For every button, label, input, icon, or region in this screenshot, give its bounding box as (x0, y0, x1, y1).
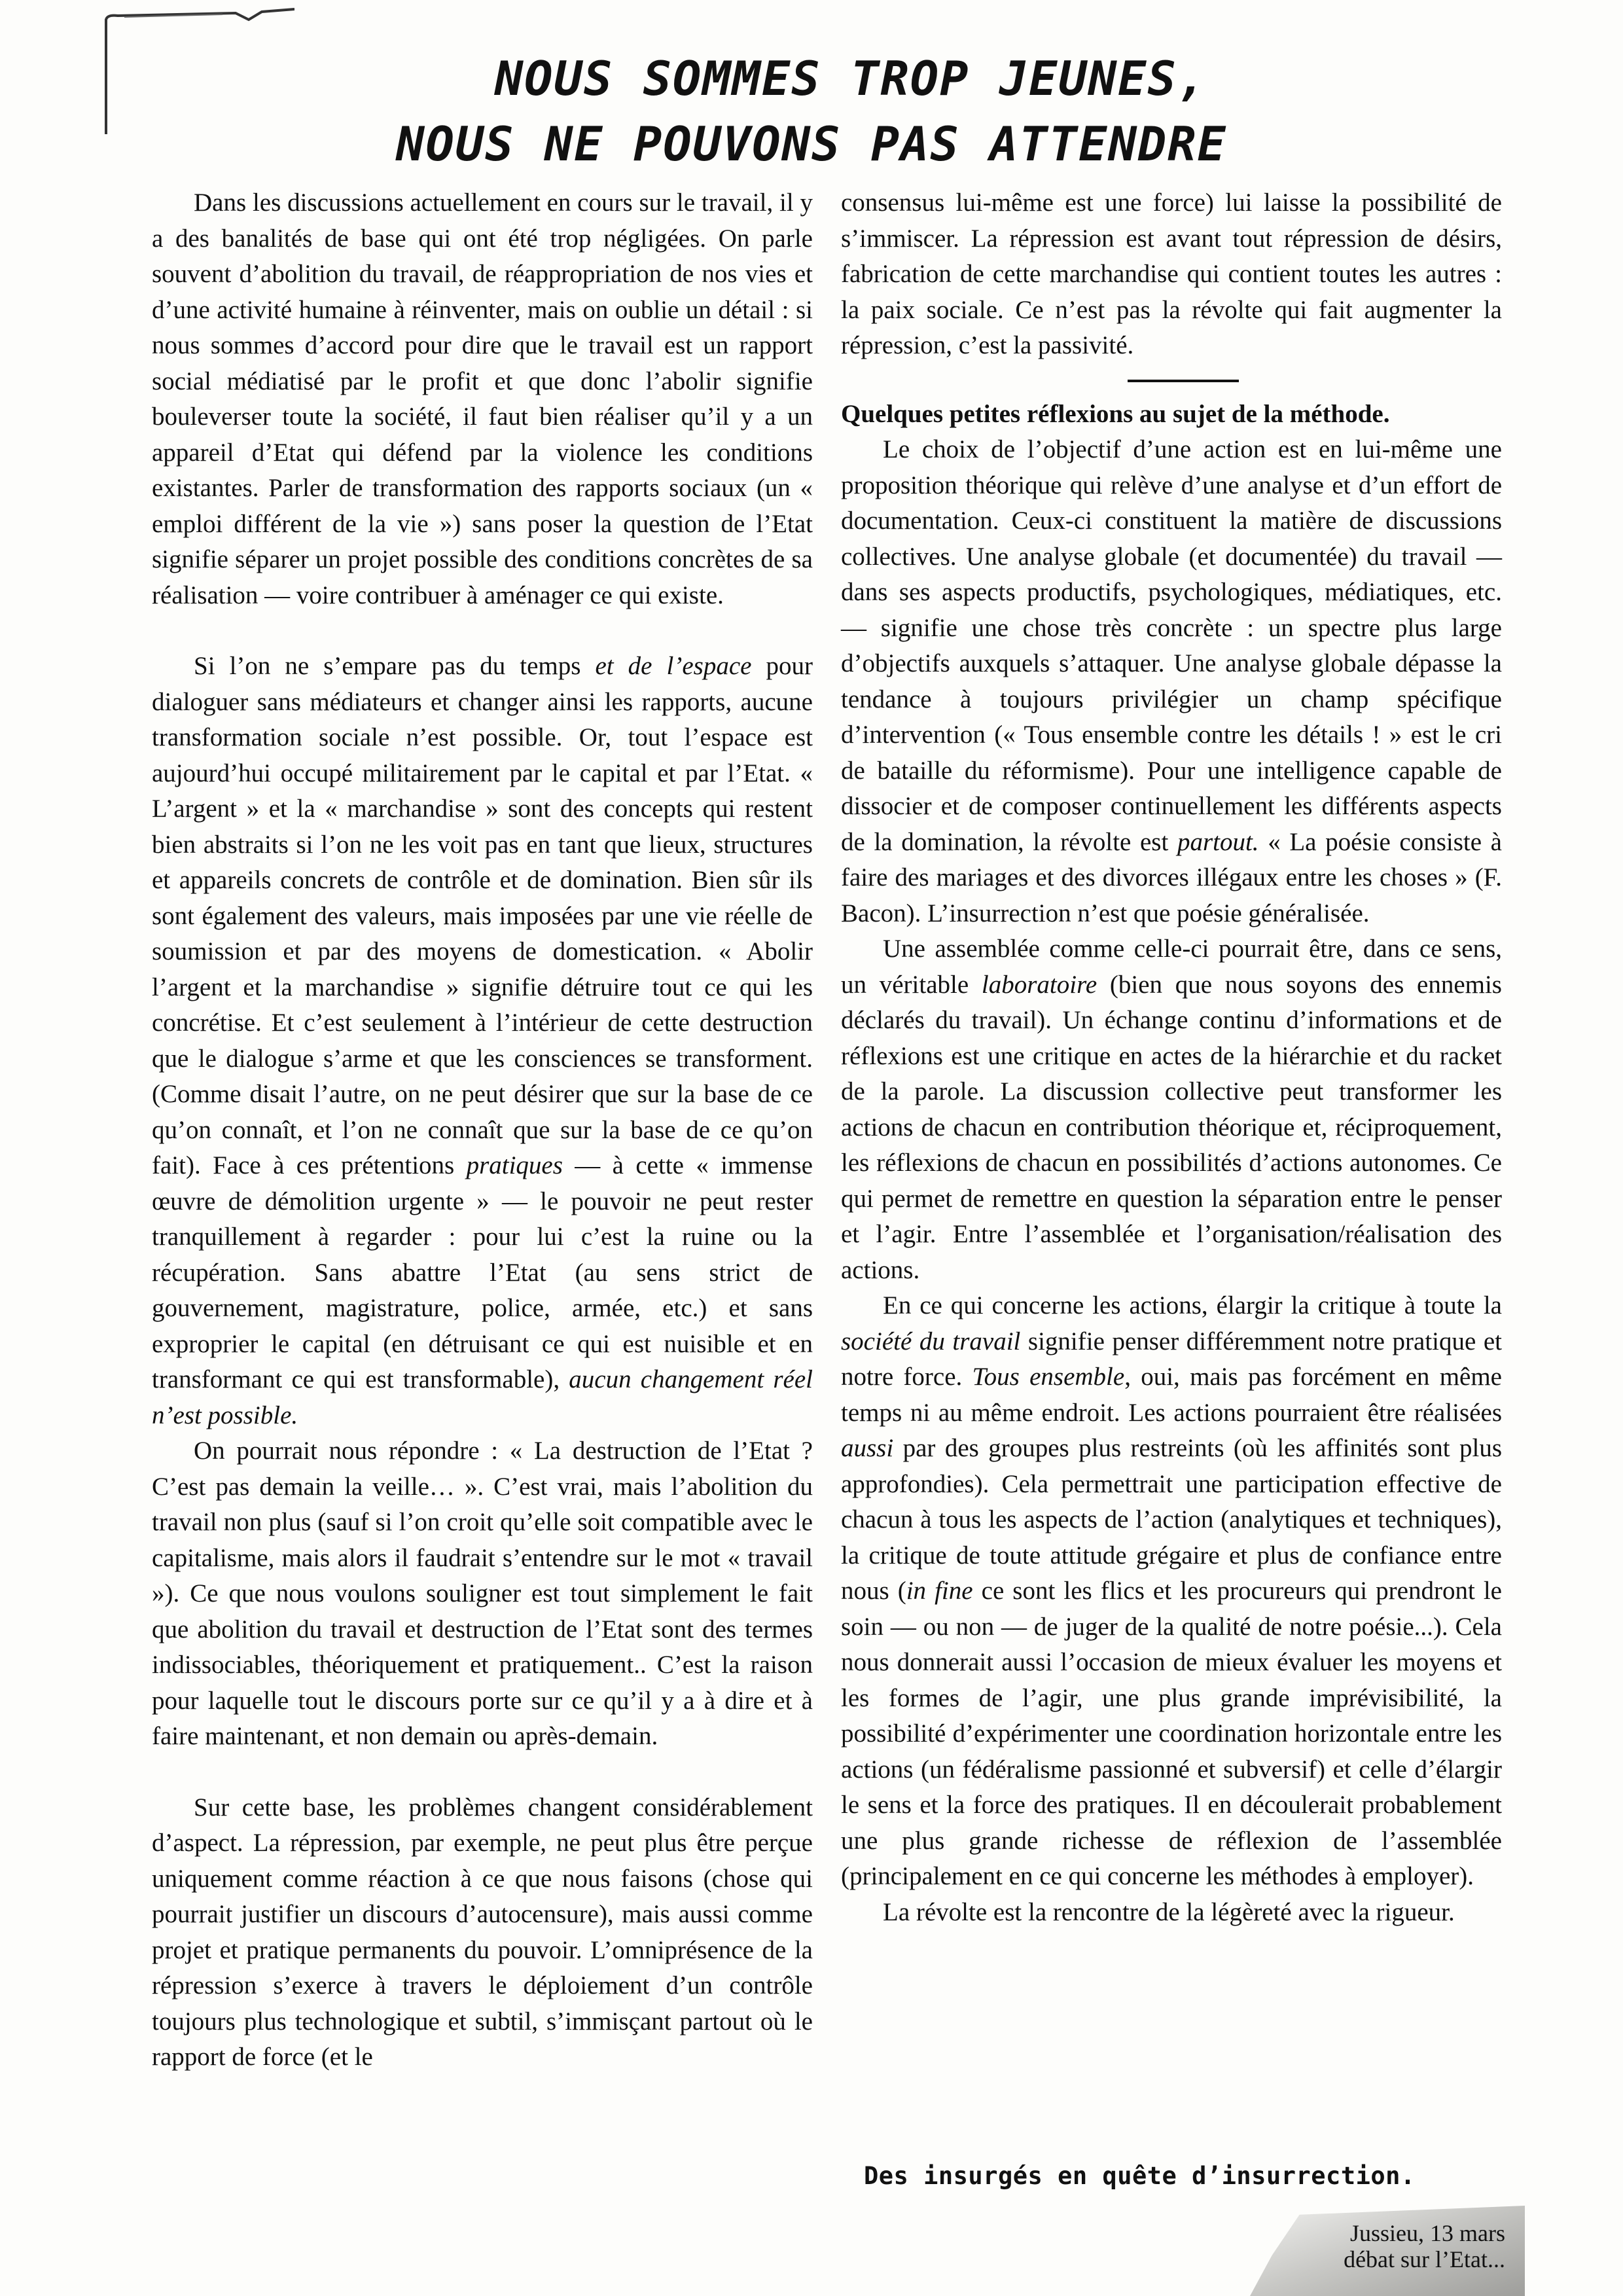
section-heading: Quelques petites réflexions au sujet de la méthode. (841, 399, 1390, 428)
italic-text: société du travail (841, 1327, 1021, 1355)
paragraph: En ce qui concerne les actions, élargir la critique à toute la société du travail signifie penser différemment notre pratique et notre force. Tous ensemble, oui, mais pas forcément en même temps ni au même endroit. Les actions pourraient être réalisées aussi par des groupes plus restreints (où les affinités sont plus approfondies). Cela permettrait une participation effective de chacun à tous les aspects de l’action (analytiques et techniques), la critique de toute attitude grégaire et plus de confiance entre nous (in fine ce sont les flics et les procureurs qui prendront le soin — ou non — de juger de la qualité de notre poésie...). Cela nous donnerait aussi l’occasion de mieux évaluer les moyens et les formes de l’agir, une plus grande imprévisibilité, la possibilité d’expérimenter une coordination horizontale entre les actions (un fédéralisme passionné et subversif) et celle d’élargir le sens et la force des pratiques. Il en découlerait probablement une plus grande richesse de réflexion de l’assemblée (principalement en ce qui concerne les méthodes à employer). (841, 1291, 1502, 1890)
stamp-line-2: débat sur l’Etat... (1344, 2246, 1505, 2272)
date-stamp (1250, 2206, 1525, 2296)
stamp-line-1: Jussieu, 13 mars (1350, 2220, 1505, 2246)
paragraph: Une assemblée comme celle-ci pourrait être, dans ce sens, un véritable laboratoire (bien que nous soyons des ennemis déclarés du travail). Un échange continu d’informations et de réflexions est une critique en actes de la hiérarchie et du racket de la parole. La discussion collective peut transformer les actions de chacun en contribution théorique et, réciproquement, les réflexions de chacun en possibilités d’actions autonomes. Ce qui permet de remettre en question la séparation entre le penser et l’agir. Entre l’assemblée et l’organisation/réalisation des actions. (841, 935, 1502, 1284)
page-title (196, 46, 1427, 177)
paragraph: Si l’on ne s’empare pas du temps et de l’espace pour dialoguer sans médiateurs et changer ainsi les rapports, aucune transformation sociale n’est possible. Or, tout l’espace est aujourd’hui occupé militairement par le capital et par l’Etat. « L’argent » et la « marchandise » sont des concepts qui restent bien abstraits si l’on ne les voit pas en tant que lieux, structures et appareils concrets de contrôle et de domination. Bien sûr ils sont également des valeurs, mais imposées par une vie réelle de soumission et par des moyens de domestication. « Abolir l’argent et la marchandise » signifie détruire tout ce qui les concrétise. Et c’est seulement à l’intérieur de cette destruction que le dialogue s’arme et que les consciences se transforment. (Comme disait l’autre, on ne peut désirer que sur la base de ce qu’on connaît, et l’on ne connaît que sur la base de ce qu’on fait). Face à ces prétentions pratiques — à cette « immense œuvre de démolition urgente » — le pouvoir ne peut rester tranquillement à regarder : pour lui c’est la ruine ou la récupération. Sans abattre l’Etat (au sens strict de gouvernement, magistrature, police, armée, etc.) et sans exproprier le capital (en détruisant ce qui est nuisible et en transformant ce qui est transformable), aucun changement réel n’est possible. (152, 652, 813, 1429)
title-line-1: NOUS SOMMES TROP JEUNES, (494, 51, 1207, 106)
italic-text: in fine (906, 1577, 973, 1605)
left-column (152, 185, 813, 2075)
paragraph: consensus lui-même est une force) lui laisse la possibilité de s’immiscer. La répression est avant tout répression de désirs, fabrication de cette marchandise qui contient toutes les autres : la paix sociale. Ce n’est pas la révolte qui fait augmenter la répression, c’est la passivité. (841, 188, 1502, 359)
paragraph: Dans les discussions actuellement en cours sur le travail, il y a des banalités de base qui ont été trop négligées. On parle souvent d’abolition du travail, de réappropriation de nos vies et d’une activité humaine à réinventer, mais on oublie un détail : si nous sommes d’accord pour dire que le travail est un rapport social médiatisé par le profit et que donc l’abolir signifie bouleverser toute la société, il faut bien réaliser qu’il y a un appareil d’Etat qui défend par la violence les conditions existantes. Parler de transformation des rapports sociaux (un « emploi différent de la vie ») sans poser la question de l’Etat signifie séparer un projet possible des conditions concrètes de sa réalisation — voire contribuer à aménager ce qui existe. (152, 188, 813, 609)
italic-text: laboratoire (981, 970, 1097, 999)
italic-text: aussi (841, 1434, 894, 1462)
paragraph: On pourrait nous répondre : « La destruction de l’Etat ? C’est pas demain la veille… ». C’est vrai, mais l’abolition du travail non plus (sauf si l’on croit qu’elle soit compatible avec le capitalisme, mais alors il faudrait s’entendre sur le mot « travail »). Ce que nous voulons souligner est tout simplement le fait que abolition du travail et destruction de l’Etat sont des termes indissociables, théoriquement et pratiquement.. C’est la raison pour laquelle tout le discours porte sur ce qu’il y a à dire et à faire maintenant, et non demain ou après-demain. (152, 1437, 813, 1750)
right-column (841, 185, 1502, 1930)
italic-text: Tous ensemble (972, 1363, 1125, 1391)
italic-text: partout. (1177, 827, 1259, 856)
stamp-text (1344, 2220, 1505, 2272)
paragraph: Sur cette base, les problèmes changent considérablement d’aspect. La répression, par exemple, ne peut plus être perçue uniquement comme réaction à ce que nous faisons (chose qui pourrait justifier un discours d’autocensure), mais aussi comme projet et pratique permanents du pouvoir. L’omniprésence de la répression s’exerce à travers le déploiement d’un contrôle toujours plus technologique et subtil, s’immisçant partout où le rapport de force (et le (152, 1793, 813, 2071)
italic-text: et de l’espace (595, 652, 752, 680)
paragraph: La révolte est la rencontre de la légèreté avec la rigueur. (883, 1897, 1455, 1926)
paragraph: Le choix de l’objectif d’une action est en lui-même une proposition théorique qui relève d’une analyse et d’un effort de documentation. Ceux-ci constituent la matière de discussions collectives. Une analyse globale (et documentée) du travail — dans ses aspects productifs, psychologiques, médiatiques, etc. — signifie une chose très concrète : un spectre plus large d’objectifs auxquels s’attaquer. Une analyse globale dépasse la tendance à toujours privilégier un champ spécifique d’intervention (« Tous ensemble contre les détails ! » est le cri de bataille du réformisme). Pour une intelligence capable de dissocier et de composer continuellement les différents aspects de la domination, la révolte est partout. « La poésie consiste à faire des mariages et des divorces illégaux entre les choses » (F. Bacon). L’insurrection n’est que poésie généralisée. (841, 435, 1502, 927)
title-line-2: NOUS NE POUVONS PAS ATTENDRE (396, 117, 1227, 171)
section-divider (1128, 380, 1239, 382)
italic-text: pratiques (466, 1151, 563, 1179)
signature: Des insurgés en quête d’insurrection. (864, 2162, 1416, 2190)
italic-text: aucun changement réel n’est possible. (152, 1365, 813, 1429)
